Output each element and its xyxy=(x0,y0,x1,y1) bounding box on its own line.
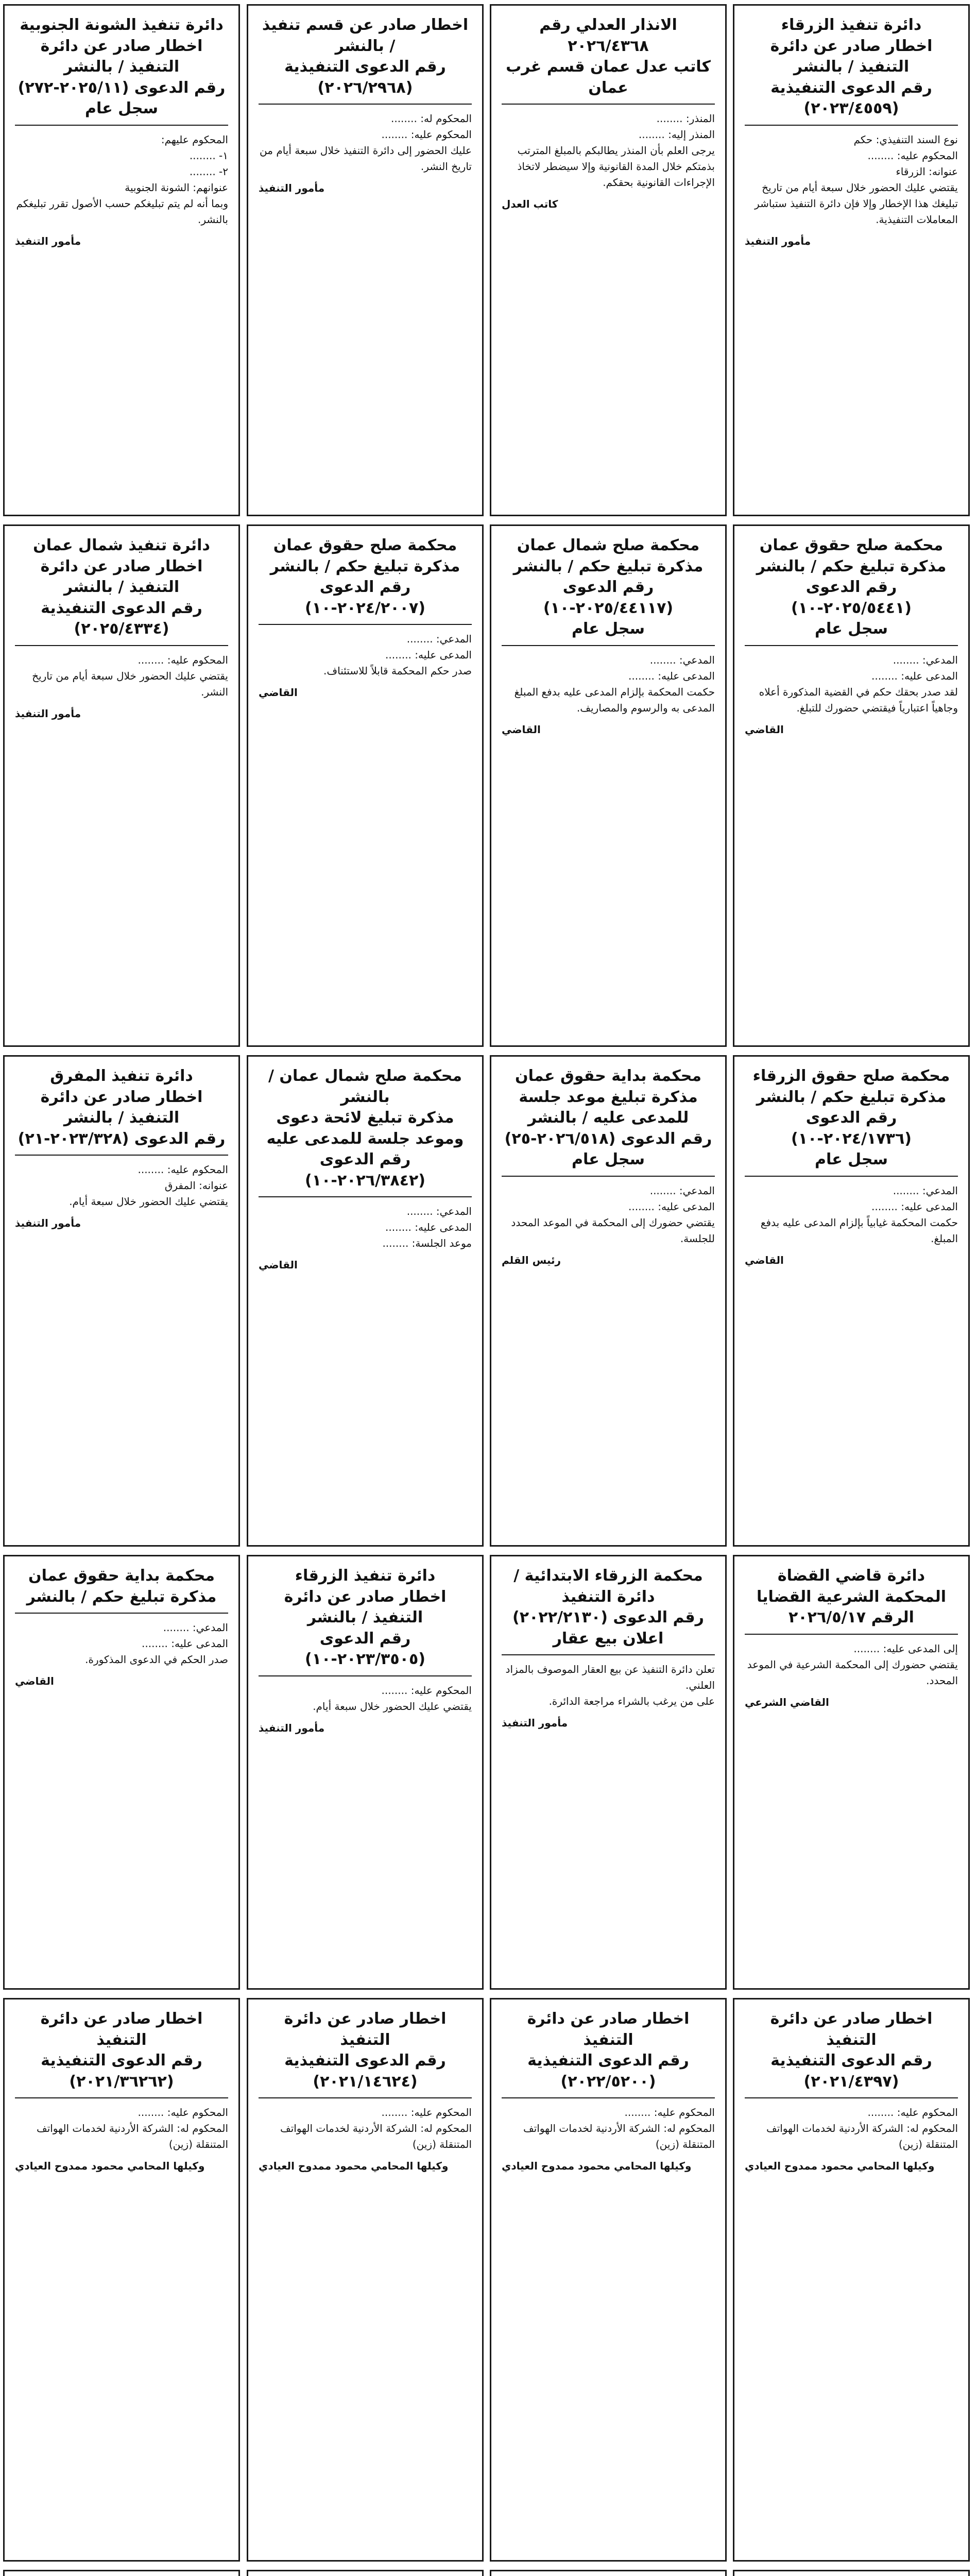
notice-heading: اخطار صادر عن دائرة التنفيذ رقم الدعوى التنفيذية (٢٠٢١/٤٣٩٧) xyxy=(745,2009,958,2098)
notice-heading: دائرة قاضي القضاة المحكمة الشرعية القضايا الرقم ٢٠٢٦/٥/١٧ xyxy=(745,1566,958,1635)
notice-5 xyxy=(733,524,970,1047)
notice-heading: محكمة الزرقاء الابتدائية / دائرة التنفيذ رقم الدعوى (٢٠٢٢/٢١٣٠) اعلان بيع عقار xyxy=(502,1566,715,1655)
notice-signature: مأمور التنفيذ xyxy=(15,1217,81,1229)
notice-11 xyxy=(247,1055,484,1547)
notice-body: المحكوم عليه: ........ المحكوم له: الشركة الأردنية لخدمات الهواتف المتنقلة (زين) xyxy=(766,2106,958,2150)
notice-body: المدعي: ........ المدعى عليه: ........ صدر حكم المحكمة قابلاً للاستئناف. xyxy=(323,633,472,677)
notice-signature: وكيلها المحامي محمود ممدوح العيادي xyxy=(502,2160,692,2172)
notice-heading: اخطار صادر عن دائرة التنفيذ رقم الدعوى التنفيذية (٢٠٢١/٣٦٢٦٢) xyxy=(15,2009,228,2098)
notice-signature: مأمور التنفيذ xyxy=(502,1717,568,1729)
notice-body: المدعي: ........ المدعى عليه: ........ يقتضي حضورك إلى المحكمة في الموعد المحدد للجلسة. xyxy=(511,1184,715,1245)
notice-signature: القاضي xyxy=(259,1259,298,1271)
notice-body: المدعي: ........ المدعى عليه: ........ صدر الحكم في الدعوى المذكورة. xyxy=(85,1621,228,1666)
notice-heading: دائرة تنفيذ الشونة الجنوبية اخطار صادر عن دائرة التنفيذ / بالنشر رقم الدعوى (٢٠٢٥/١١-٢٧٢) سجل عام xyxy=(15,15,228,126)
notice-14 xyxy=(490,1555,727,1990)
notice-9 xyxy=(733,1055,970,1547)
notice-signature: رئيس القلم xyxy=(502,1253,561,1266)
notice-heading: دائرة تنفيذ الزرقاء اخطار صادر عن دائرة التنفيذ / بالنشر رقم الدعوى (٢٠٢٣/٣٥٠٥-١٠) xyxy=(259,1566,472,1676)
notice-10 xyxy=(490,1055,727,1547)
notice-heading: محكمة صلح حقوق عمان مذكرة تبليغ حكم / بالنشر رقم الدعوى (٢٠٢٤/٢٠٠٧-١٠) xyxy=(259,535,472,625)
notice-heading: محكمة صلح شمال عمان مذكرة تبليغ حكم / بالنشر رقم الدعوى (٢٠٢٥/٤٤١١٧-١٠) سجل عام xyxy=(502,535,715,646)
notice-signature: مأمور التنفيذ xyxy=(259,1721,325,1734)
notice-heading: محكمة بداية حقوق عمان مذكرة تبليغ حكم / بالنشر xyxy=(15,1566,228,1614)
notice-signature: القاضي xyxy=(502,723,541,736)
notice-heading: دائرة تنفيذ المفرق اخطار صادر عن دائرة التنفيذ / بالنشر رقم الدعوى (٢٠٢٣/٣٢٨-٢١) xyxy=(15,1066,228,1156)
notice-body: المدعي: ........ المدعى عليه: ........ موعد الجلسة: ........ xyxy=(382,1205,472,1249)
notice-21 xyxy=(733,2570,970,2576)
notice-heading: دائرة تنفيذ شمال عمان اخطار صادر عن دائرة التنفيذ / بالنشر رقم الدعوى التنفيذية (٢٠٢٥/٤٣٣٤) xyxy=(15,535,228,646)
notice-signature: القاضي xyxy=(259,686,298,699)
notice-signature: مأمور التنفيذ xyxy=(745,234,811,247)
notice-body: المحكوم عليه: ........ المحكوم له: الشركة الأردنية لخدمات الهواتف المتنقلة (زين) xyxy=(523,2106,715,2150)
notice-4 xyxy=(3,4,240,516)
notice-body: المحكوم له: ........ المحكوم عليه: ........ عليك الحضور إلى دائرة التنفيذ خلال سبعة أيام من تاريخ النشر. xyxy=(260,112,472,173)
notice-body: المحكوم عليه: ........ يقتضي عليك الحضور خلال سبعة أيام. xyxy=(313,1684,472,1713)
notice-6 xyxy=(490,524,727,1047)
notice-body: المحكوم عليه: ........ المحكوم له: الشركة الأردنية لخدمات الهواتف المتنقلة (زين) xyxy=(36,2106,228,2150)
notice-body: المدعي: ........ المدعى عليه: ........ حكمت المحكمة بإلزام المدعى عليه بدفع المبلغ المدعى به والرسوم والمصاريف. xyxy=(514,653,715,714)
notice-body: المنذر: ........ المنذر إليه: ........ يرجى العلم بأن المنذر يطالبكم بالمبلغ المترتب بذمتكم خلال المدة القانونية وإلا سيضطر لاتخاذ الإجراءات القانونية بحقكم. xyxy=(517,112,715,189)
notice-16 xyxy=(3,1555,240,1990)
notice-24 xyxy=(3,2570,240,2576)
notice-13 xyxy=(733,1555,970,1990)
notice-heading: اخطار صادر عن دائرة التنفيذ رقم الدعوى التنفيذية (٢٠٢١/١٤٦٢٤) xyxy=(259,2009,472,2098)
notice-20 xyxy=(3,1998,240,2562)
notice-signature: وكيلها المحامي محمود ممدوح العيادي xyxy=(259,2160,449,2172)
notice-heading: اخطار صادر عن دائرة التنفيذ رقم الدعوى التنفيذية (٢٠٢٢/٥٢٠٠) xyxy=(502,2009,715,2098)
notice-1 xyxy=(733,4,970,516)
notice-heading: محكمة صلح حقوق عمان مذكرة تبليغ حكم / بالنشر رقم الدعوى (٢٠٢٥/٥٤٤١-١٠) سجل عام xyxy=(745,535,958,646)
notice-heading: محكمة صلح شمال عمان / بالنشر مذكرة تبليغ لائحة دعوى وموعد جلسة للمدعى عليه رقم الدعوى (٢٠٢٦/٣٨٤٢-١٠) xyxy=(259,1066,472,1197)
notice-heading: اخطار صادر عن قسم تنفيذ / بالنشر رقم الدعوى التنفيذية (٢٠٢٦/٢٩٦٨) xyxy=(259,15,472,105)
notice-body: إلى المدعى عليه: ........ يقتضي حضورك إلى المحكمة الشرعية في الموعد المحدد. xyxy=(747,1642,958,1687)
notice-signature: كاتب العدل xyxy=(502,198,558,210)
notice-body: المدعي: ........ المدعى عليه: ........ حكمت المحكمة غيابياً بإلزام المدعى عليه بدفع المبلغ. xyxy=(760,1184,958,1245)
notice-body: تعلن دائرة التنفيذ عن بيع العقار الموصوف بالمزاد العلني. على من يرغب بالشراء مراجعة الدائرة. xyxy=(505,1663,715,1707)
notice-15 xyxy=(247,1555,484,1990)
notice-19 xyxy=(247,1998,484,2562)
notice-3 xyxy=(247,4,484,516)
notice-signature: وكيلها المحامي محمود ممدوح العيادي xyxy=(15,2160,205,2172)
notice-17 xyxy=(733,1998,970,2562)
notice-body: نوع السند التنفيذي: حكم المحكوم عليه: ........ عنوانه: الزرقاء يقتضي عليك الحضور خلال سبعة أيام من تاريخ تبليغك هذا الإخطار وإلا فإن دائرة التنفيذ ستباشر المعاملات التنفيذية. xyxy=(755,133,958,226)
notice-body: المحكوم عليه: ........ عنوانه: المفرق يقتضي عليك الحضور خلال سبعة أيام. xyxy=(69,1163,228,1208)
notice-heading: محكمة بداية حقوق عمان مذكرة تبليغ موعد جلسة للمدعى عليه / بالنشر رقم الدعوى (٢٠٢٦/٥١٨-٢٥) سجل عام xyxy=(502,1066,715,1177)
notice-signature: مأمور التنفيذ xyxy=(15,707,81,720)
notice-7 xyxy=(247,524,484,1047)
notice-signature: القاضي xyxy=(15,1675,54,1687)
notice-body: المحكوم عليه: ........ يقتضي عليك الحضور خلال سبعة أيام من تاريخ النشر. xyxy=(32,653,228,698)
notice-signature: القاضي xyxy=(745,1253,784,1266)
notice-8 xyxy=(3,524,240,1047)
notice-heading: دائرة تنفيذ الزرقاء اخطار صادر عن دائرة التنفيذ / بالنشر رقم الدعوى التنفيذية (٢٠٢٣/٤٥٥٩) xyxy=(745,15,958,126)
notice-signature: القاضي الشرعي xyxy=(745,1696,829,1708)
notice-22 xyxy=(490,2570,727,2576)
notice-body: المحكوم عليه: ........ المحكوم له: الشركة الأردنية لخدمات الهواتف المتنقلة (زين) xyxy=(280,2106,472,2150)
notice-12 xyxy=(3,1055,240,1547)
notice-signature: مأمور التنفيذ xyxy=(259,182,325,194)
notice-body: المحكوم عليهم: ١- ........ ٢- ........ عنوانهم: الشونة الجنوبية وبما أنه لم يتم تبليغكم حسب الأصول تقرر تبليغكم بالنشر. xyxy=(16,133,228,226)
notice-signature: القاضي xyxy=(745,723,784,736)
notice-heading: محكمة صلح حقوق الزرقاء مذكرة تبليغ حكم / بالنشر رقم الدعوى (٢٠٢٤/١٧٣٦-١٠) سجل عام xyxy=(745,1066,958,1177)
notice-23 xyxy=(247,2570,484,2576)
notice-signature: وكيلها المحامي محمود ممدوح العيادي xyxy=(745,2160,935,2172)
notice-body: المدعي: ........ المدعى عليه: ........ لقد صدر بحقك حكم في القضية المذكورة أعلاه وجاهياً اعتبارياً فيقتضي حضورك للتبلغ. xyxy=(759,653,958,714)
notice-signature: مأمور التنفيذ xyxy=(15,234,81,247)
notice-18 xyxy=(490,1998,727,2562)
notice-heading: الانذار العدلي رقم ٢٠٢٦/٤٣٦٨ كاتب عدل عمان قسم غرب عمان xyxy=(502,15,715,105)
notice-2 xyxy=(490,4,727,516)
